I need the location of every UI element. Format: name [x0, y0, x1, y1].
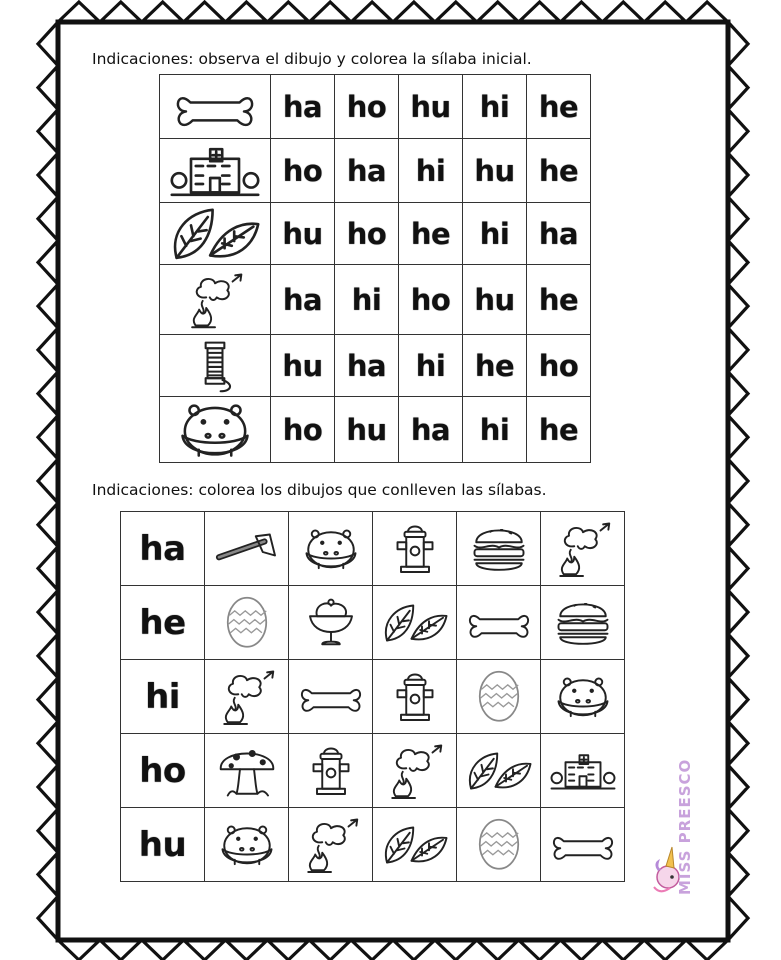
- bone-icon[interactable]: [464, 600, 534, 646]
- syllable-cell[interactable]: [335, 75, 399, 139]
- table-row: [121, 586, 625, 660]
- syllable-text: he: [538, 282, 579, 317]
- picture-cell[interactable]: [289, 734, 373, 808]
- bone-icon[interactable]: [167, 78, 263, 136]
- table-row: [160, 265, 591, 335]
- syllable-cell: [121, 734, 205, 808]
- syllable-text: hu: [138, 824, 187, 865]
- picture-cell[interactable]: [373, 808, 457, 882]
- bone-icon[interactable]: [296, 674, 366, 720]
- leaves-icon[interactable]: [167, 205, 263, 263]
- syllable-cell[interactable]: [335, 335, 399, 397]
- syllable-text: ha: [538, 216, 579, 251]
- syllable-text: ha: [139, 528, 186, 569]
- picture-cell[interactable]: [541, 734, 625, 808]
- syllable-text: hu: [282, 216, 323, 251]
- syllable-text: hu: [346, 412, 387, 447]
- picture-cell[interactable]: [457, 734, 541, 808]
- syllable-cell[interactable]: [271, 203, 335, 265]
- logo-text: MISS PREESCO: [676, 758, 694, 895]
- syllable-cell[interactable]: [271, 335, 335, 397]
- hydrant-icon[interactable]: [380, 523, 450, 574]
- picture-cell[interactable]: [373, 660, 457, 734]
- syllable-cell[interactable]: [527, 335, 591, 397]
- axe-icon[interactable]: [212, 531, 282, 566]
- syllable-text: he: [139, 602, 186, 643]
- syllable-cell: [121, 512, 205, 586]
- picture-cell[interactable]: [457, 808, 541, 882]
- syllable-cell[interactable]: [335, 203, 399, 265]
- table-row: [121, 808, 625, 882]
- picture-cell[interactable]: [205, 660, 289, 734]
- burger-icon[interactable]: [548, 597, 618, 648]
- smoke-icon[interactable]: [212, 668, 282, 726]
- syllable-text: hu: [410, 89, 451, 124]
- table-row: [160, 203, 591, 265]
- hippo-icon[interactable]: [212, 823, 282, 867]
- picture-cell[interactable]: [205, 586, 289, 660]
- syllable-text: ha: [346, 153, 387, 188]
- egg-icon[interactable]: [212, 596, 282, 649]
- syllable-cell[interactable]: [399, 139, 463, 203]
- picture-cell: [160, 397, 271, 463]
- syllable-text: ha: [282, 89, 323, 124]
- syllable-text: ho: [139, 750, 186, 791]
- hippo-icon[interactable]: [167, 401, 263, 459]
- syllable-cell: [121, 660, 205, 734]
- syllable-cell[interactable]: [463, 397, 527, 463]
- picture-cell[interactable]: [289, 808, 373, 882]
- syllable-cell[interactable]: [463, 139, 527, 203]
- syllable-text: hu: [282, 348, 323, 383]
- syllable-text: ho: [410, 282, 451, 317]
- syllable-text: ho: [282, 153, 323, 188]
- picture-cell[interactable]: [205, 734, 289, 808]
- hydrant-icon[interactable]: [296, 745, 366, 796]
- picture-cell[interactable]: [541, 586, 625, 660]
- picture-cell[interactable]: [373, 734, 457, 808]
- hydrant-icon[interactable]: [380, 671, 450, 722]
- picture-cell[interactable]: [457, 512, 541, 586]
- syllable-text: hi: [351, 282, 382, 317]
- syllable-cell[interactable]: [335, 265, 399, 335]
- coloring-table: [120, 511, 625, 882]
- egg-icon[interactable]: [464, 670, 534, 723]
- syllable-text: hi: [145, 676, 180, 717]
- syllable-text: hi: [415, 348, 446, 383]
- picture-cell: [160, 203, 271, 265]
- table-row: [160, 335, 591, 397]
- syllable-text: hi: [415, 153, 446, 188]
- table-row: [121, 660, 625, 734]
- syllable-cell[interactable]: [527, 203, 591, 265]
- syllable-cell[interactable]: [463, 335, 527, 397]
- syllable-text: ho: [346, 89, 387, 124]
- instruction-2: Indicaciones: colorea los dibujos que conlleven las sílabas.: [92, 481, 547, 499]
- burger-icon[interactable]: [464, 523, 534, 574]
- syllable-text: hi: [479, 216, 510, 251]
- syllable-cell: [121, 808, 205, 882]
- syllable-cell[interactable]: [399, 265, 463, 335]
- syllable-text: he: [538, 89, 579, 124]
- syllable-text: hu: [474, 153, 515, 188]
- syllable-cell[interactable]: [527, 75, 591, 139]
- syllable-text: ha: [410, 412, 451, 447]
- picture-cell[interactable]: [289, 660, 373, 734]
- picture-cell[interactable]: [289, 512, 373, 586]
- leaves-icon[interactable]: [380, 824, 450, 866]
- syllable-cell[interactable]: [335, 397, 399, 463]
- picture-cell: [160, 139, 271, 203]
- hippo-icon[interactable]: [296, 527, 366, 571]
- egg-icon[interactable]: [464, 818, 534, 871]
- syllable-cell[interactable]: [527, 397, 591, 463]
- syllable-text: ho: [282, 412, 323, 447]
- syllable-cell[interactable]: [271, 75, 335, 139]
- smoke-icon[interactable]: [548, 520, 618, 578]
- thread-icon[interactable]: [167, 337, 263, 395]
- syllable-text: he: [474, 348, 515, 383]
- syllable-text: ho: [538, 348, 579, 383]
- picture-cell[interactable]: [205, 808, 289, 882]
- syllable-text: he: [538, 153, 579, 188]
- table-row: [160, 397, 591, 463]
- picture-cell: [160, 335, 271, 397]
- syllable-cell[interactable]: [399, 203, 463, 265]
- bone-icon[interactable]: [548, 822, 618, 868]
- syllable-text: hu: [474, 282, 515, 317]
- syllable-cell[interactable]: [463, 265, 527, 335]
- picture-cell[interactable]: [289, 586, 373, 660]
- table-row: [121, 734, 625, 808]
- picture-cell: [160, 75, 271, 139]
- syllable-table: [159, 74, 591, 463]
- picture-cell[interactable]: [373, 512, 457, 586]
- picture-cell[interactable]: [457, 586, 541, 660]
- syllable-cell[interactable]: [399, 75, 463, 139]
- syllable-cell[interactable]: [527, 265, 591, 335]
- syllable-cell[interactable]: [399, 397, 463, 463]
- picture-cell[interactable]: [373, 586, 457, 660]
- logo: [646, 735, 696, 900]
- table-row: [121, 512, 625, 586]
- hospital-icon[interactable]: [548, 750, 618, 792]
- syllable-cell[interactable]: [271, 265, 335, 335]
- table-row: [160, 139, 591, 203]
- syllable-text: he: [538, 412, 579, 447]
- syllable-cell: [121, 586, 205, 660]
- syllable-text: ho: [346, 216, 387, 251]
- picture-cell[interactable]: [457, 660, 541, 734]
- picture-cell[interactable]: [541, 808, 625, 882]
- syllable-cell[interactable]: [463, 75, 527, 139]
- syllable-cell[interactable]: [271, 397, 335, 463]
- syllable-text: he: [410, 216, 451, 251]
- picture-cell[interactable]: [205, 512, 289, 586]
- table-row: [160, 75, 591, 139]
- picture-cell[interactable]: [541, 512, 625, 586]
- picture-cell[interactable]: [541, 660, 625, 734]
- syllable-text: hi: [479, 89, 510, 124]
- picture-cell: [160, 265, 271, 335]
- syllable-text: ha: [282, 282, 323, 317]
- smoke-icon[interactable]: [296, 816, 366, 874]
- syllable-cell[interactable]: [527, 139, 591, 203]
- syllable-cell[interactable]: [271, 139, 335, 203]
- mushroom-icon[interactable]: [212, 743, 282, 797]
- syllable-text: ha: [346, 348, 387, 383]
- syllable-cell[interactable]: [463, 203, 527, 265]
- syllable-cell[interactable]: [399, 335, 463, 397]
- instruction-1: Indicaciones: observa el dibujo y colorea la sílaba inicial.: [92, 50, 532, 68]
- syllable-text: hi: [479, 412, 510, 447]
- leaves-icon[interactable]: [464, 750, 534, 792]
- smoke-icon[interactable]: [167, 271, 263, 329]
- syllable-cell[interactable]: [335, 139, 399, 203]
- hippo-icon[interactable]: [548, 675, 618, 719]
- icecream-icon[interactable]: [296, 597, 366, 648]
- hospital-icon[interactable]: [167, 142, 263, 200]
- leaves-icon[interactable]: [380, 602, 450, 644]
- smoke-icon[interactable]: [380, 742, 450, 800]
